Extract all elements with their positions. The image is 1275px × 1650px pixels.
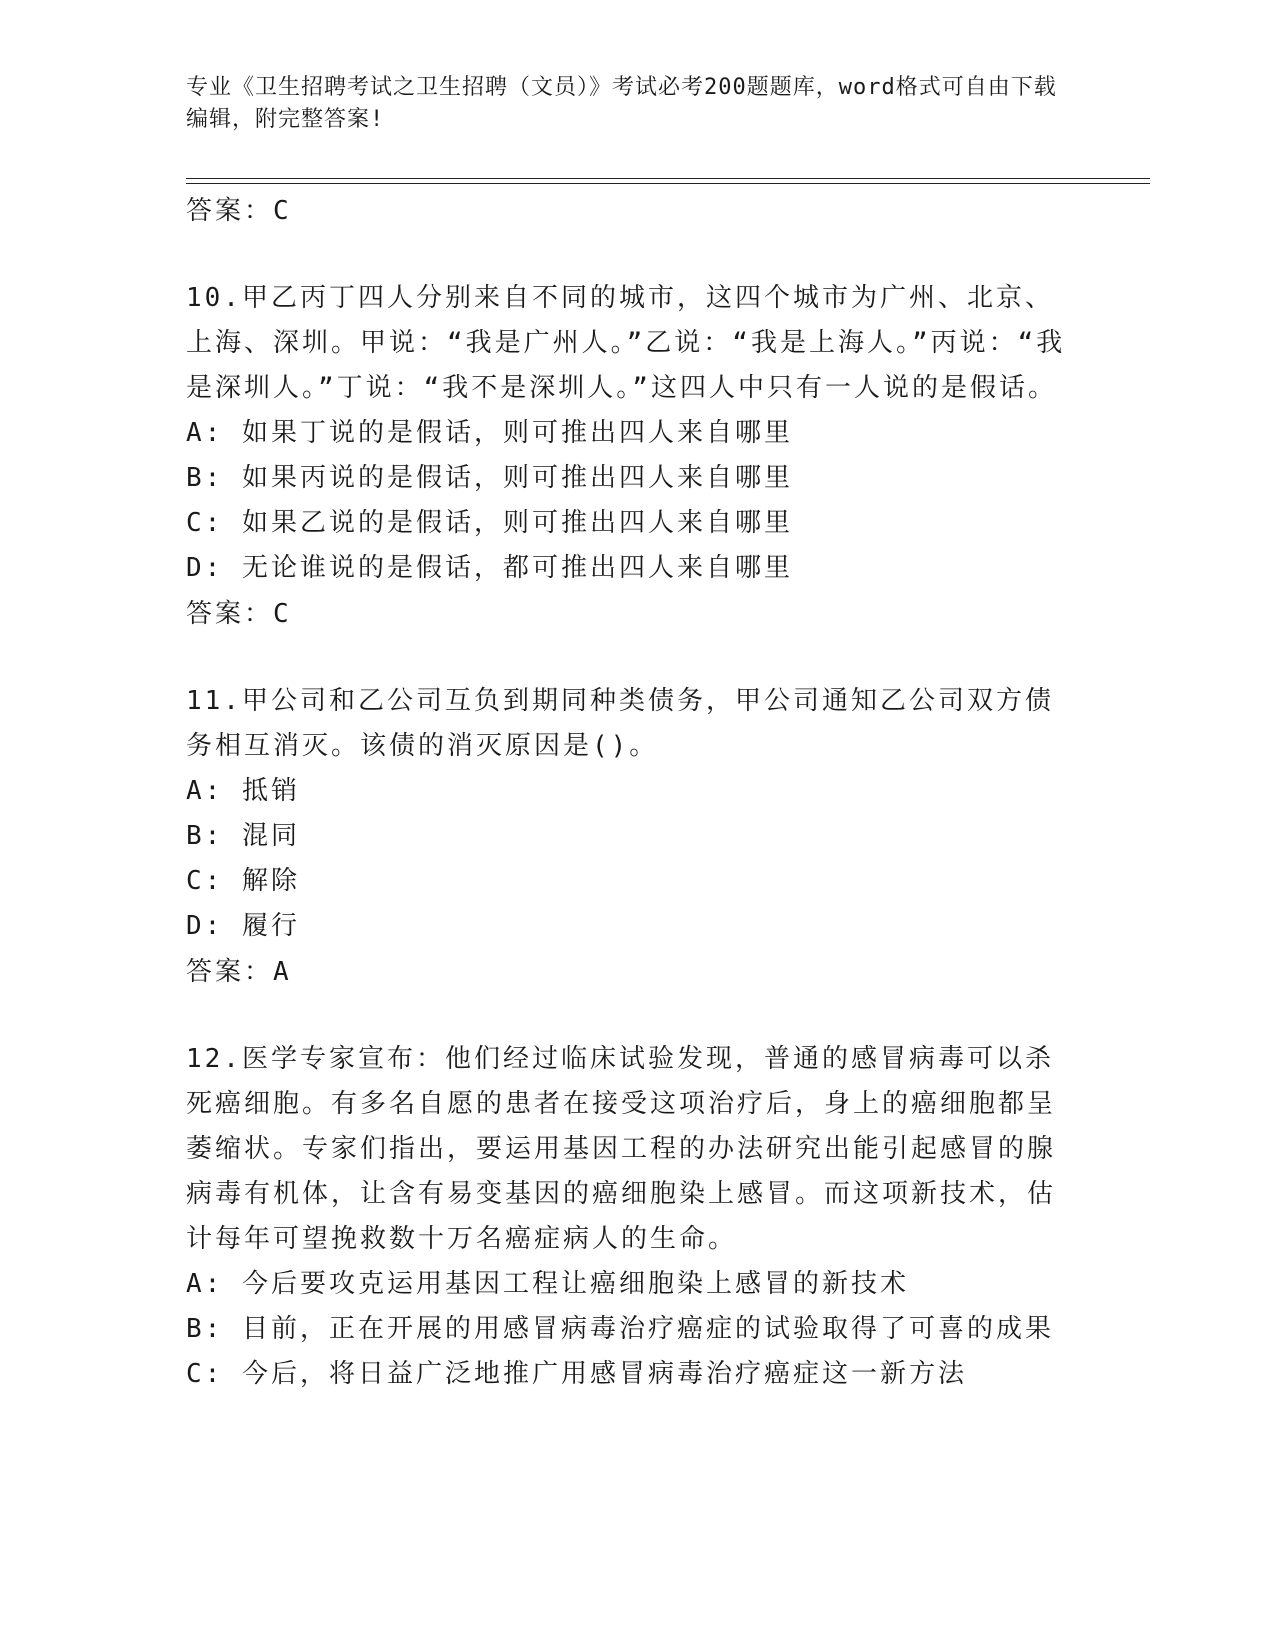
option-text: 今后要攻克运用基因工程让癌细胞染上感冒的新技术	[241, 1269, 909, 1299]
answer-label: 答案：	[186, 196, 274, 226]
question-list	[186, 188, 1066, 1397]
option-letter: A:	[186, 776, 224, 806]
option-letter: C:	[186, 866, 224, 896]
header-rule-top	[186, 178, 1150, 179]
option-letter: B:	[186, 821, 224, 851]
option-text: 混同	[241, 821, 300, 851]
answer-line	[186, 188, 1066, 234]
option-letter: A:	[186, 418, 224, 448]
answer-line	[186, 591, 1066, 637]
option-line	[186, 1307, 1066, 1352]
option-text: 目前，正在开展的用感冒病毒治疗癌症的试验取得了可喜的成果	[241, 1314, 1054, 1344]
question-block	[186, 276, 1066, 637]
option-text: 如果丁说的是假话，则可推出四人来自哪里	[241, 418, 793, 448]
option-line	[186, 904, 1066, 949]
question-text: 12.医学专家宣布：他们经过临床试验发现，普通的感冒病毒可以杀死癌细胞。有多名自愿的患者在接受这项治疗后，身上的癌细胞都呈萎缩状。专家们指出，要运用基因工程的办法研究出能引起感冒的腺病毒有机体，让含有易变基因的癌细胞染上感冒。而这项新技术，估计每年可望挽救数十万名癌症病人的生命。	[186, 1044, 1057, 1254]
option-line	[186, 859, 1066, 904]
question-text: 11.甲公司和乙公司互负到期同种类债务，甲公司通知乙公司双方债务相互消灭。该债的消灭原因是()。	[186, 686, 1054, 761]
option-line	[186, 769, 1066, 814]
option-text: 解除	[241, 866, 300, 896]
block-spacer	[186, 637, 1066, 679]
question-text: 10.甲乙丙丁四人分别来自不同的城市，这四个城市为广州、北京、上海、深圳。甲说：“我是广州人。”乙说：“我是上海人。”丙说：“我是深圳人。”丁说：“我不是深圳人。”这四人中只有一人说的是假话。	[186, 283, 1066, 403]
option-line	[186, 456, 1066, 501]
option-line	[186, 814, 1066, 859]
question-block	[186, 679, 1066, 995]
option-letter: C:	[186, 1359, 224, 1389]
answer-label: 答案：	[186, 599, 274, 629]
block-spacer	[186, 995, 1066, 1037]
option-line	[186, 501, 1066, 546]
answer-label: 答案：	[186, 957, 274, 987]
option-text: 抵销	[241, 776, 300, 806]
block-spacer	[186, 234, 1066, 276]
answer-line	[186, 949, 1066, 995]
option-letter: B:	[186, 463, 224, 493]
option-text: 无论谁说的是假话，都可推出四人来自哪里	[241, 553, 793, 583]
answer-value: A	[273, 957, 292, 987]
option-text: 如果乙说的是假话，则可推出四人来自哪里	[241, 508, 793, 538]
option-letter: B:	[186, 1314, 224, 1344]
page-header: 专业《卫生招聘考试之卫生招聘（文员）》考试必考200题题库，word格式可自由下载编辑，附完整答案!	[186, 75, 1057, 132]
header-rule-bottom	[186, 183, 1150, 184]
option-text: 履行	[241, 911, 300, 941]
option-letter: C:	[186, 508, 224, 538]
option-text: 今后，将日益广泛地推广用感冒病毒治疗癌症这一新方法	[241, 1359, 967, 1389]
option-letter: D:	[186, 553, 224, 583]
option-text: 如果丙说的是假话，则可推出四人来自哪里	[241, 463, 793, 493]
question-block	[186, 1037, 1066, 1397]
option-line	[186, 1352, 1066, 1397]
option-line	[186, 546, 1066, 591]
option-letter: D:	[186, 911, 224, 941]
answer-value: C	[273, 196, 292, 226]
option-letter: A:	[186, 1269, 224, 1299]
answer-value: C	[273, 599, 292, 629]
option-line	[186, 1262, 1066, 1307]
option-line	[186, 411, 1066, 456]
